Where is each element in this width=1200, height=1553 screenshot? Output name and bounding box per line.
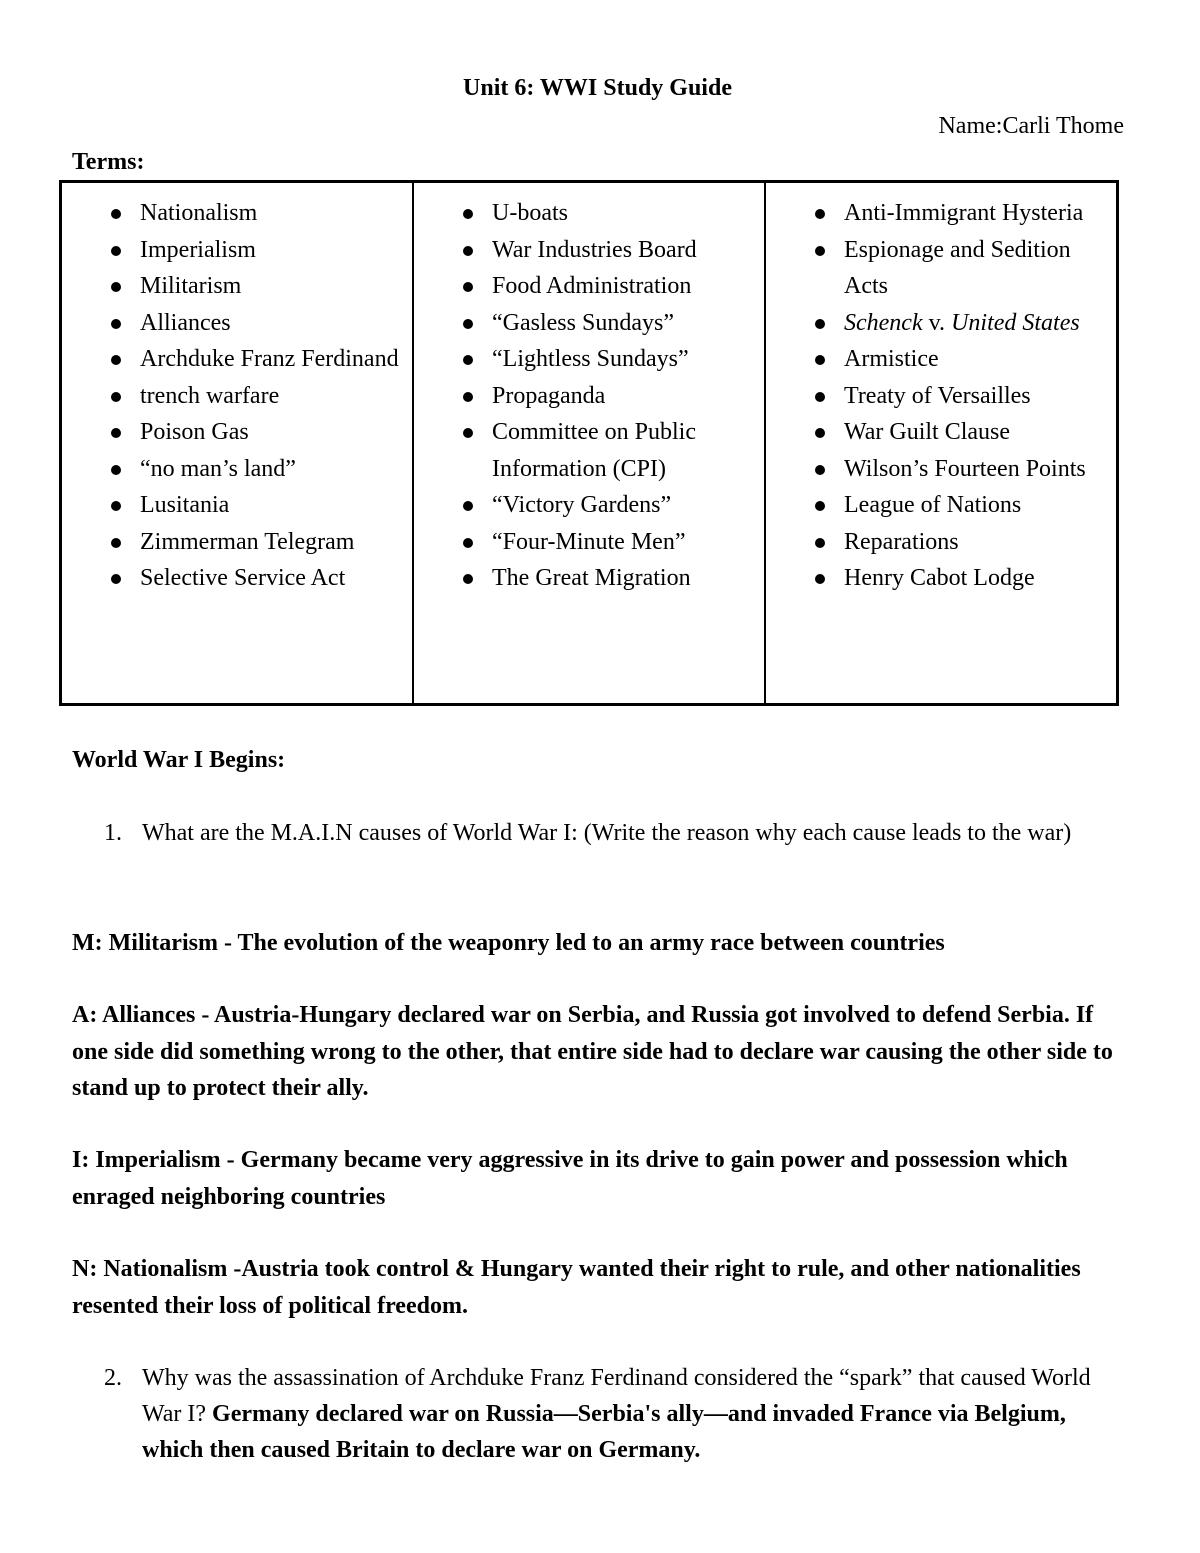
terms-column-1 — [62, 183, 414, 703]
document-title: Unit 6: WWI Study Guide — [463, 75, 732, 101]
name-label: Name: — [938, 113, 1003, 139]
term-item: Reparations — [810, 524, 1106, 561]
question-text: Why was the assassination of Archduke Franz Ferdinand considered the “spark” that caused World War I? — [142, 1365, 1091, 1427]
term-item: Anti-Immigrant Hysteria — [810, 195, 1106, 232]
case-name-schenck: Schenck — [844, 309, 923, 336]
term-item: Imperialism — [106, 232, 402, 269]
term-item: “Gasless Sundays” — [458, 305, 754, 342]
name-line — [938, 110, 1124, 142]
answer-imperialism: I: Imperialism - Germany became very aggressive in its drive to gain power and possession which enraged neighboring countries — [72, 1147, 1068, 1210]
case-versus: v. — [922, 309, 952, 336]
question-answer: Germany declared war on Russia—Serbia's ally—and invaded France via Belgium, which then caused Britain to declare war on Germany. — [142, 1401, 1066, 1463]
answer-alliances: A: Alliances - Austria-Hungary declared war on Serbia, and Russia got involved to defend Serbia. If one side did something wrong to the other, that entire side had to declare war causing the other side to stand up to protect their ally. — [72, 1002, 1113, 1101]
case-name-united-states: United States — [951, 309, 1080, 336]
terms-column-3 — [766, 183, 1116, 703]
term-item: “no man’s land” — [106, 451, 402, 488]
answer-militarism: M: Militarism - The evolution of the weaponry led to an army race between countries — [72, 930, 945, 956]
term-item: Archduke Franz Ferdinand — [106, 341, 402, 378]
term-item: Espionage and Sedition Acts — [810, 232, 1106, 305]
term-item: trench warfare — [106, 378, 402, 415]
term-item: War Guilt Clause — [810, 414, 1106, 451]
term-item: Poison Gas — [106, 414, 402, 451]
answer-nationalism: N: Nationalism -Austria took control & Hungary wanted their right to rule, and other nationalities resented their loss of political freedom. — [72, 1256, 1081, 1319]
term-item: “Lightless Sundays” — [458, 341, 754, 378]
term-item: League of Nations — [810, 487, 1106, 524]
term-item: Treaty of Versailles — [810, 378, 1106, 415]
term-item: Selective Service Act — [106, 560, 402, 597]
term-item: Propaganda — [458, 378, 754, 415]
terms-column-2 — [414, 183, 766, 703]
term-item: War Industries Board — [458, 232, 754, 269]
question-text: What are the M.A.I.N causes of World War I: (Write the reason why each cause leads to the war) — [142, 820, 1072, 846]
term-item: Henry Cabot Lodge — [810, 560, 1106, 597]
question-number: 2. — [104, 1365, 122, 1391]
term-item: Nationalism — [106, 195, 402, 232]
term-item: “Four-Minute Men” — [458, 524, 754, 561]
terms-table — [59, 180, 1119, 706]
question-text-block — [142, 1360, 1122, 1468]
term-item: Lusitania — [106, 487, 402, 524]
name-value: Carli Thome — [1002, 113, 1124, 139]
term-item: Alliances — [106, 305, 402, 342]
term-item: Food Administration — [458, 268, 754, 305]
question-number: 1. — [104, 820, 122, 846]
term-item: Zimmerman Telegram — [106, 524, 402, 561]
term-item: The Great Migration — [458, 560, 754, 597]
section-heading: World War I Begins: — [72, 747, 286, 773]
term-item-schenck — [810, 305, 1106, 342]
term-item: Armistice — [810, 341, 1106, 378]
question-2 — [72, 1360, 1122, 1468]
terms-label: Terms: — [72, 149, 145, 175]
term-item: Wilson’s Fourteen Points — [810, 451, 1106, 488]
term-item: “Victory Gardens” — [458, 487, 754, 524]
term-item: U-boats — [458, 195, 754, 232]
term-item: Committee on Public Information (CPI) — [458, 414, 754, 487]
question-1 — [72, 815, 1122, 851]
term-item: Militarism — [106, 268, 402, 305]
